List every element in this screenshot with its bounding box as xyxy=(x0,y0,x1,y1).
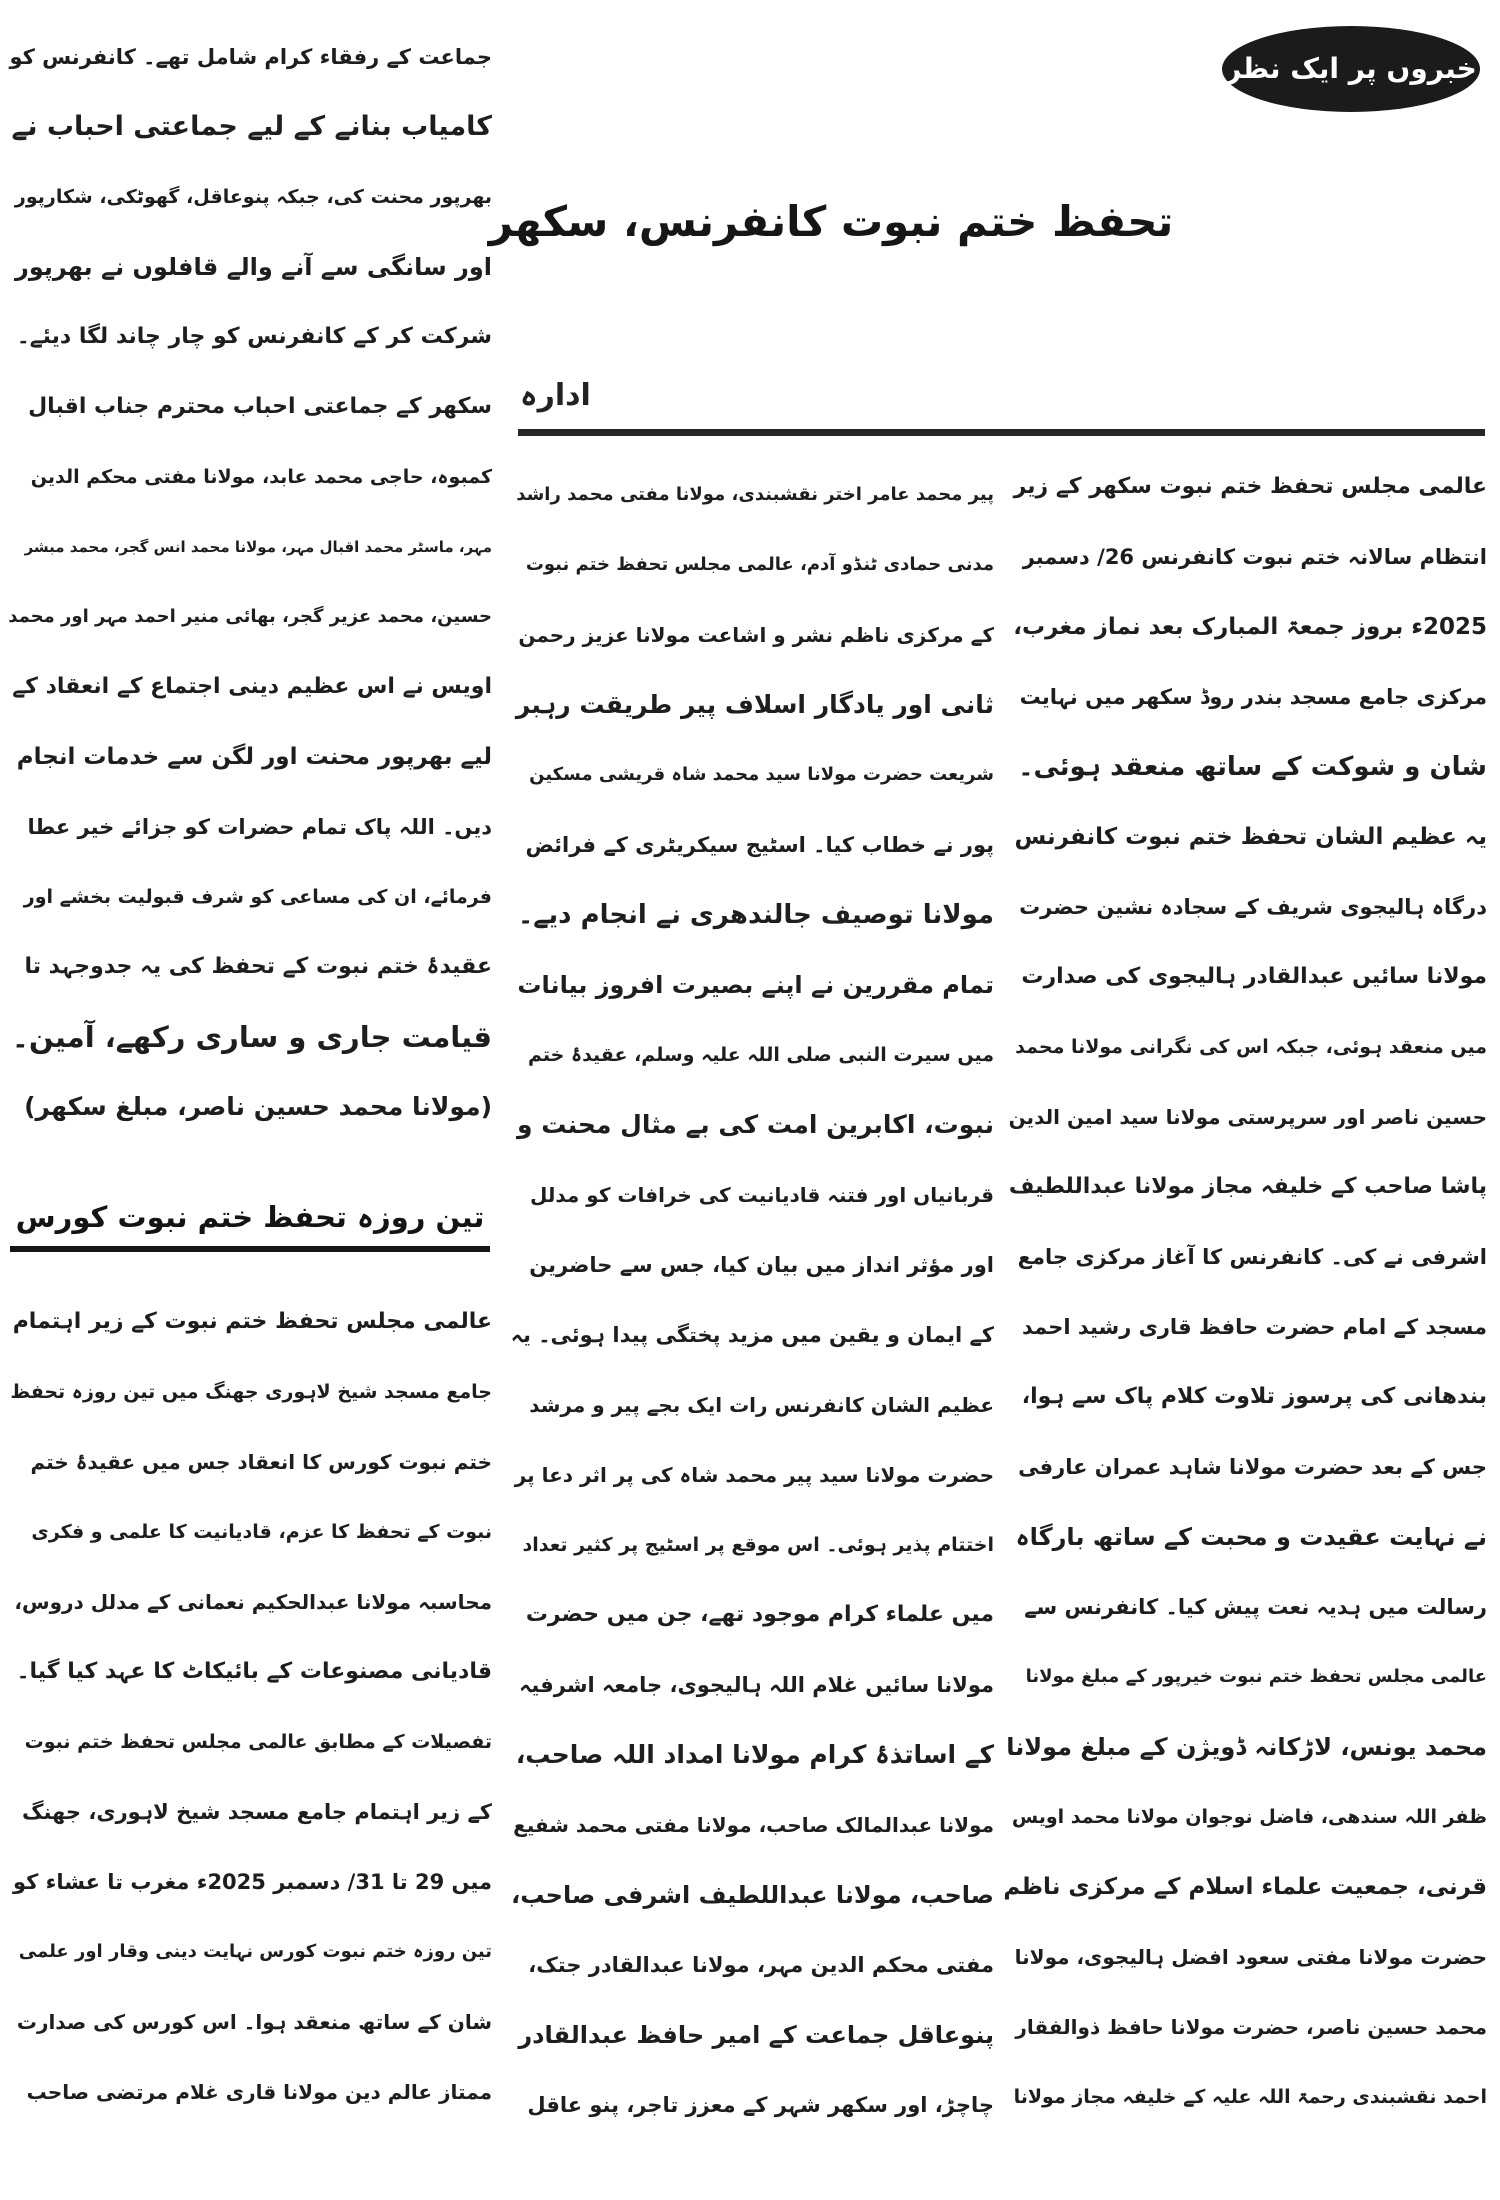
text-line: اختتام پذیر ہوئی۔ اس موقع پر اسٹیج پر کثیر تعداد xyxy=(522,1534,994,1556)
text-line: احمد نقشبندی رحمۃ اللہ علیہ کے خلیفہ مجاز مولانا xyxy=(1013,2086,1487,2108)
article-column-1 xyxy=(1003,452,1487,2132)
text-line: کے ایمان و یقین میں مزید پختگی پیدا ہوئی۔ یہ xyxy=(510,1323,994,1347)
text-line: عالمی مجلس تحفظ ختم نبوت خیرپور کے مبلغ مولانا xyxy=(1025,1666,1487,1687)
text-line: (مولانا محمد حسین ناصر، مبلغ سکھر) xyxy=(24,1092,492,1121)
text-line: جامع مسجد شیخ لاہوری جھنگ میں تین روزہ تحفظ xyxy=(10,1381,492,1403)
news-badge xyxy=(1222,26,1480,112)
text-line: حضرت مولانا سید پیر محمد شاہ کی پر اثر دعا پر xyxy=(514,1463,994,1487)
text-line: پیر محمد عامر اختر نقشبندی، مولانا مفتی محمد راشد xyxy=(516,484,994,505)
text-line: میں 29 تا 31/ دسمبر 2025ء مغرب تا عشاء کو xyxy=(12,1870,492,1894)
text-line: مرکزی جامع مسجد بندر روڈ سکھر میں نہایت xyxy=(1019,685,1487,709)
text-line: شریعت حضرت مولانا سید محمد شاہ قریشی مسکین xyxy=(529,764,994,785)
text-line: محمد حسین ناصر، حضرت مولانا حافظ ذوالفقار xyxy=(1015,2015,1487,2039)
text-line: عالمی مجلس تحفظ ختم نبوت سکھر کے زیر xyxy=(1013,474,1487,499)
text-line: ممتاز عالم دین مولانا قاری غلام مرتضی صاحب xyxy=(26,2080,492,2104)
text-line: درگاہ ہالیجوی شریف کے سجادہ نشین حضرت xyxy=(1019,895,1487,919)
text-line: تفصیلات کے مطابق عالمی مجلس تحفظ ختم نبوت xyxy=(24,1731,492,1753)
text-line: شان کے ساتھ منعقد ہوا۔ اس کورس کی صدارت xyxy=(16,2010,492,2034)
text-line: 2025ء بروز جمعۃ المبارک بعد نماز مغرب، xyxy=(1013,614,1487,640)
text-line: کے مرکزی ناظم نشر و اشاعت مولانا عزیز رحمن xyxy=(518,623,994,647)
text-line: مہر، ماسٹر محمد اقبال مہر، مولانا محمد انس گجر، محمد مبشر xyxy=(24,538,492,556)
text-line: کامیاب بنانے کے لیے جماعتی احباب نے xyxy=(11,111,492,142)
byline: ادارہ xyxy=(520,378,591,413)
text-line: صاحب، مولانا عبداللطیف اشرفی صاحب، xyxy=(511,1881,994,1909)
text-line: میں منعقد ہوئی، جبکہ اس کی نگرانی مولانا محمد xyxy=(1015,1036,1487,1058)
text-line: محمد یونس، لاڑکانہ ڈویژن کے مبلغ مولانا xyxy=(1006,1733,1487,1761)
text-line: ختم نبوت کورس کا انعقاد جس میں عقیدۂ ختم xyxy=(30,1450,492,1474)
article-column-2 xyxy=(510,460,994,2140)
text-line: میں سیرت النبی صلی اللہ علیہ وسلم، عقیدۂ ختم xyxy=(527,1044,994,1066)
text-line: حسین ناصر اور سرپرستی مولانا سید امین الدین xyxy=(1008,1105,1487,1129)
text-line: مدنی حمادی ٹنڈو آدم، عالمی مجلس تحفظ ختم نبوت xyxy=(525,554,994,575)
text-line: مولانا عبدالمالک صاحب، مولانا مفتی محمد شفیع xyxy=(513,1813,994,1837)
text-line: نبوت کے تحفظ کا عزم، قادیانیت کا علمی و فکری xyxy=(31,1521,492,1543)
text-line: قرنی، جمعیت علماء اسلام کے مرکزی ناظم xyxy=(1003,1874,1487,1900)
text-line: حسین، محمد عزیر گجر، بھائی منیر احمد مہر اور محمد xyxy=(8,606,492,627)
text-line: جس کے بعد حضرت مولانا شاہد عمران عارفی xyxy=(1018,1455,1487,1479)
text-line: بندھانی کی پرسوز تلاوت کلام پاک سے ہوا، xyxy=(1021,1384,1487,1409)
text-line: اشرفی نے کی۔ کانفرنس کا آغاز مرکزی جامع xyxy=(1017,1245,1487,1269)
badge-label: خبروں پر ایک نظر xyxy=(1225,52,1477,85)
text-line: قادیانی مصنوعات کے بائیکاٹ کا عہد کیا گیا۔ xyxy=(16,1659,492,1684)
article-column-3-part2 xyxy=(8,1287,492,2127)
text-line: مولانا سائیں عبدالقادر ہالیجوی کی صدارت xyxy=(1021,964,1487,989)
text-line: مفتی محکم الدین مہر، مولانا عبدالقادر جتک، xyxy=(528,1953,994,1977)
text-line: حضرت مولانا مفتی سعود افضل ہالیجوی، مولانا xyxy=(1014,1945,1487,1969)
text-line: پاشا صاحب کے خلیفہ مجاز مولانا عبداللطیف xyxy=(1008,1174,1487,1199)
text-line: اور سانگی سے آنے والے قافلوں نے بھرپور xyxy=(15,253,492,281)
text-line: کمبوہ، حاجی محمد عابد، مولانا مفتی محکم الدین xyxy=(30,466,492,488)
headline: تحفظ ختم نبوت کانفرنس، سکھر xyxy=(488,197,1174,246)
text-line: پور نے خطاب کیا۔ اسٹیج سیکریٹری کے فرائض xyxy=(525,833,994,857)
text-line: جماعت کے رفقاء کرام شامل تھے۔ کانفرنس کو xyxy=(9,45,492,69)
text-line: مسجد کے امام حضرت حافظ قاری رشید احمد xyxy=(1021,1315,1487,1339)
text-line: تین روزہ ختم نبوت کورس نہایت دینی وقار اور علمی xyxy=(18,1941,492,1962)
text-line: عقیدۂ ختم نبوت کے تحفظ کی یہ جدوجہد تا xyxy=(24,954,492,979)
text-line: ثانی اور یادگار اسلاف پیر طریقت رہبر xyxy=(515,690,994,719)
text-line: عظیم الشان کانفرنس رات ایک بجے پیر و مرشد xyxy=(529,1393,994,1417)
text-line: مولانا سائیں غلام اللہ ہالیجوی، جامعہ اشرفیہ xyxy=(519,1673,994,1697)
text-line: پنوعاقل جماعت کے امیر حافظ عبدالقادر xyxy=(518,2021,994,2049)
article-column-3-part1 xyxy=(8,22,492,1142)
text-line: لیے بھرپور محنت اور لگن سے خدمات انجام xyxy=(16,744,492,770)
text-line: چاچڑ، اور سکھر شہر کے معزز تاجر، پنو عاقل xyxy=(527,2093,994,2117)
text-line: ظفر اللہ سندھی، فاضل نوجوان مولانا محمد اویس xyxy=(1011,1806,1487,1828)
text-line: کے اساتذۂ کرام مولانا امداد اللہ صاحب، xyxy=(515,1740,994,1769)
text-line: سکھر کے جماعتی احباب محترم جناب اقبال xyxy=(28,394,492,419)
text-line: دیں۔ اللہ پاک تمام حضرات کو جزائے خیر عطا xyxy=(27,815,492,839)
text-line: فرمائے، ان کی مساعی کو شرف قبولیت بخشے اور xyxy=(23,886,492,908)
header-divider xyxy=(518,429,1485,436)
text-line: یہ عظیم الشان تحفظ ختم نبوت کانفرنس xyxy=(1014,824,1487,850)
text-line: شرکت کر کے کانفرنس کو چار چاند لگا دیئے۔ xyxy=(16,324,492,349)
text-line: اویس نے اس عظیم دینی اجتماع کے انعقاد کے xyxy=(12,674,492,699)
text-line: کے زیر اہتمام جامع مسجد شیخ لاہوری، جھنگ xyxy=(21,1800,492,1824)
text-line: شان و شوکت کے ساتھ منعقد ہوئی۔ xyxy=(1018,752,1487,782)
text-line: نے نہایت عقیدت و محبت کے ساتھ بارگاہ xyxy=(1015,1523,1487,1551)
text-line: قیامت جاری و ساری رکھے، آمین۔ xyxy=(11,1020,492,1054)
text-line: محاسبہ مولانا عبدالحکیم نعمانی کے مدلل دروس، xyxy=(14,1590,492,1614)
text-line: اور مؤثر انداز میں بیان کیا، جس سے حاضرین xyxy=(529,1253,994,1277)
text-line: نبوت، اکابرین امت کی بے مثال محنت و xyxy=(517,1110,994,1139)
text-line: انتظام سالانہ ختم نبوت کانفرنس 26/ دسمبر xyxy=(1022,545,1487,569)
text-line: میں علماء کرام موجود تھے، جن میں حضرت xyxy=(525,1602,994,1627)
course-subheading: تین روزہ تحفظ ختم نبوت کورس xyxy=(10,1200,491,1252)
text-line: عالمی مجلس تحفظ ختم نبوت کے زیر اہتمام xyxy=(12,1309,492,1334)
course-subheading-wrap xyxy=(8,1172,492,1280)
text-line: قربانیاں اور فتنہ قادیانیت کی خرافات کو مدلل xyxy=(530,1183,994,1207)
text-line: بھرپور محنت کی، جبکہ پنوعاقل، گھوٹکی، شکارپور xyxy=(14,186,492,208)
text-line: مولانا توصیف جالندھری نے انجام دیے۔ xyxy=(517,900,994,930)
text-line: رسالت میں ہدیہ نعت پیش کیا۔ کانفرنس سے xyxy=(1024,1595,1487,1619)
text-line: تمام مقررین نے اپنے بصیرت افروز بیانات xyxy=(517,971,994,999)
